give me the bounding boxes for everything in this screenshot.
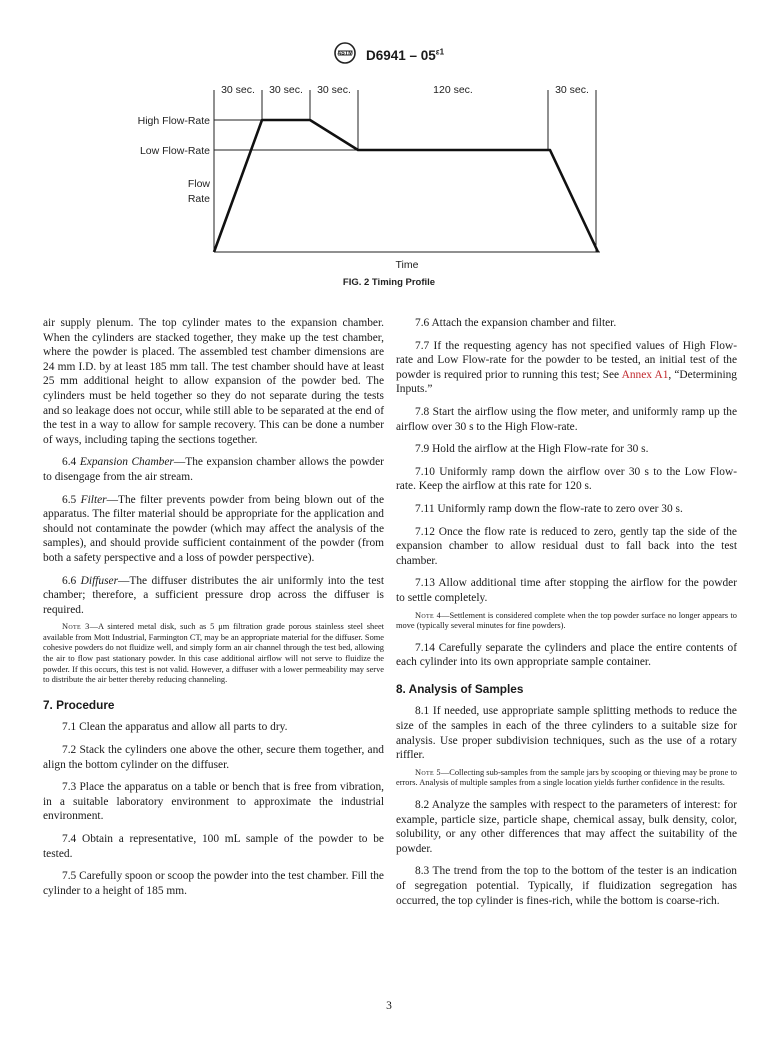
paragraph: 7.4 Obtain a representative, 100 mL sample of the powder to be tested. — [43, 833, 384, 860]
interval-label: 120 sec. — [433, 84, 473, 96]
paragraph: air supply plenum. The top cylinder mates to the expansion chamber. When the cylinders are stacked together, they make up the test chamber, where the powder is placed. The assembled test chamber dimensions are 24 mm I.D. by at least 185 mm tall. The test chamber should have at least 25 mm additional height to allow expansion of the powder bed. The cylinders must be held together so they do not separate during the tests and so leakage does not occur, while still able to be separated at the end of the test in a way to allow for sample recovery. This can be done a number of ways, including taping the sections together. — [43, 317, 384, 446]
figure-caption: FIG. 2 Timing Profile — [342, 277, 436, 288]
low-flow-label: Low Flow-Rate — [139, 145, 210, 157]
paragraph: 7.10 Uniformly ramp down the airflow over 30 s to the Low Flow-rate. Keep the airflow at this rate for 120 s. — [396, 465, 737, 493]
flow-rate-label: Flow — [187, 178, 210, 190]
astm-logo-icon — [334, 42, 356, 69]
time-label: Time — [395, 259, 419, 271]
page-header — [0, 42, 778, 69]
paragraph: 8.1 If needed, use appropriate sample splitting methods to reduce the size of the samples in each of the three cylinders to a suitable size for analysis. Use proper subdivision techniques, such as the use of a rotary riffler. — [396, 705, 737, 762]
paragraph-6-5: 6.5 Filter—The filter prevents powder from being blown out of the apparatus. The filter material should be appropriate for the application and should not contaminate the powder (which may affect the analysis of the samples), and should provide sufficient containment of the powder (from both a safety perspective and a loss of powder perspective). — [43, 493, 385, 564]
paragraph: 7.8 Start the airflow using the flow meter, and uniformly ramp up the airflow over 30 s to the High Flow-rate. — [396, 405, 737, 433]
right-column — [396, 316, 737, 916]
paragraph: 8.2 Analyze the samples with respect to the parameters of interest: for example, particle size, particle shape, chemical assay, bulk density, color, solubility, or any other differences that may affect the suitability of the powder. — [396, 799, 737, 855]
interval-label: 30 sec. — [269, 84, 303, 96]
paragraph-6-4: 6.4 Expansion Chamber—The expansion chamber allows the powder to disengage from the air stream. — [43, 456, 384, 483]
paragraph-7-7: 7.7 If the requesting agency has not specified values of High Flow-rate and Low Flow-rate for the powder to be tested, an initial test of the powder is required prior to running this test; See Annex A1, “Determining Inputs.” — [396, 339, 737, 396]
timing-profile-figure — [0, 72, 778, 297]
interval-label: 30 sec. — [317, 84, 351, 96]
designation: $D6941 - 05^{\varepsilon 1}$ — [365, 47, 445, 64]
paragraph: 7.2 Stack the cylinders one above the other, secure them together, and align the bottom cylinder on the diffuser. — [43, 744, 384, 771]
high-flow-label: High Flow-Rate — [137, 115, 210, 127]
section-heading: 8. Analysis of Samples — [396, 681, 524, 696]
paragraph: 7.6 Attach the expansion chamber and filter. — [415, 317, 617, 329]
paragraph: 7.1 Clean the apparatus and allow all parts to dry. — [62, 721, 288, 734]
paragraph: 7.13 Allow additional time after stopping the airflow for the powder to settle completely. — [396, 577, 737, 604]
flow-rate-label: Rate — [187, 193, 210, 205]
flow-profile-line — [214, 120, 598, 252]
note-5: Note 5—Collecting sub-samples from the sample jars by scooping or thieving may be prone to errors. Analysis of multiple samples from a single location yields further confidence in the results. — [396, 767, 737, 788]
paragraph-6-6: 6.6 Diffuser—The diffuser distributes the air uniformly into the test chamber; therefore, a sufficient pressure drop across the diffuser is required. — [43, 574, 384, 616]
annex-link[interactable]: Annex A1 — [621, 368, 669, 381]
paragraph: 7.3 Place the apparatus on a table or bench that is free from vibration, in a suitable laboratory environment to approximate the industrial environment. — [43, 781, 384, 823]
paragraph: 7.9 Hold the airflow at the High Flow-rate for 30 s. — [415, 443, 649, 456]
paragraph: 8.3 The trend from the top to the bottom of the tester is an indication of segregation potential. Typically, if fluidization segregation has occurred, the top cylinder is fines-rich, while the bottom is coarse-rich. — [396, 865, 737, 907]
page-number: 3 — [386, 1000, 392, 1012]
left-column — [43, 316, 384, 906]
note-3: Note 3—A sintered metal disk, such as 5 μm filtration grade porous stainless steel sheet available from Mott Industrial, Farmington CT, may be an appropriate material for the diffuser. Some cohesive powders do not fluidize well, and simply form an air channel through the test bed, allowing the air to flow past stationary powder. In this case additional airflow will not serve to fluidize the powder. If this occurs, this test is not valid. However, a diffuser with a lower permeability may serve to distribute the air better thereby reducing channeling. — [43, 622, 384, 685]
paragraph: 7.11 Uniformly ramp down the flow-rate to zero over 30 s. — [415, 502, 683, 515]
interval-label: 30 sec. — [555, 84, 589, 96]
paragraph: 7.12 Once the flow rate is reduced to zero, gently tap the side of the expansion chamber to allow residual dust to fall back into the test chamber. — [396, 525, 737, 567]
note-4: Note 4—Settlement is considered complete when the top powder surface no longer appears to move (typically several minutes for fine powders). — [396, 610, 737, 631]
paragraph: 7.14 Carefully separate the cylinders and place the entire contents of each cylinder into its own appropriate sample container. — [396, 641, 737, 669]
svg-text:ASTM: ASTM — [337, 50, 353, 57]
section-heading: 7. Procedure — [43, 697, 115, 712]
interval-label: 30 sec. — [221, 84, 255, 96]
paragraph: 7.5 Carefully spoon or scoop the powder into the test chamber. Fill the cylinder to a height of 185 mm. — [43, 870, 384, 897]
